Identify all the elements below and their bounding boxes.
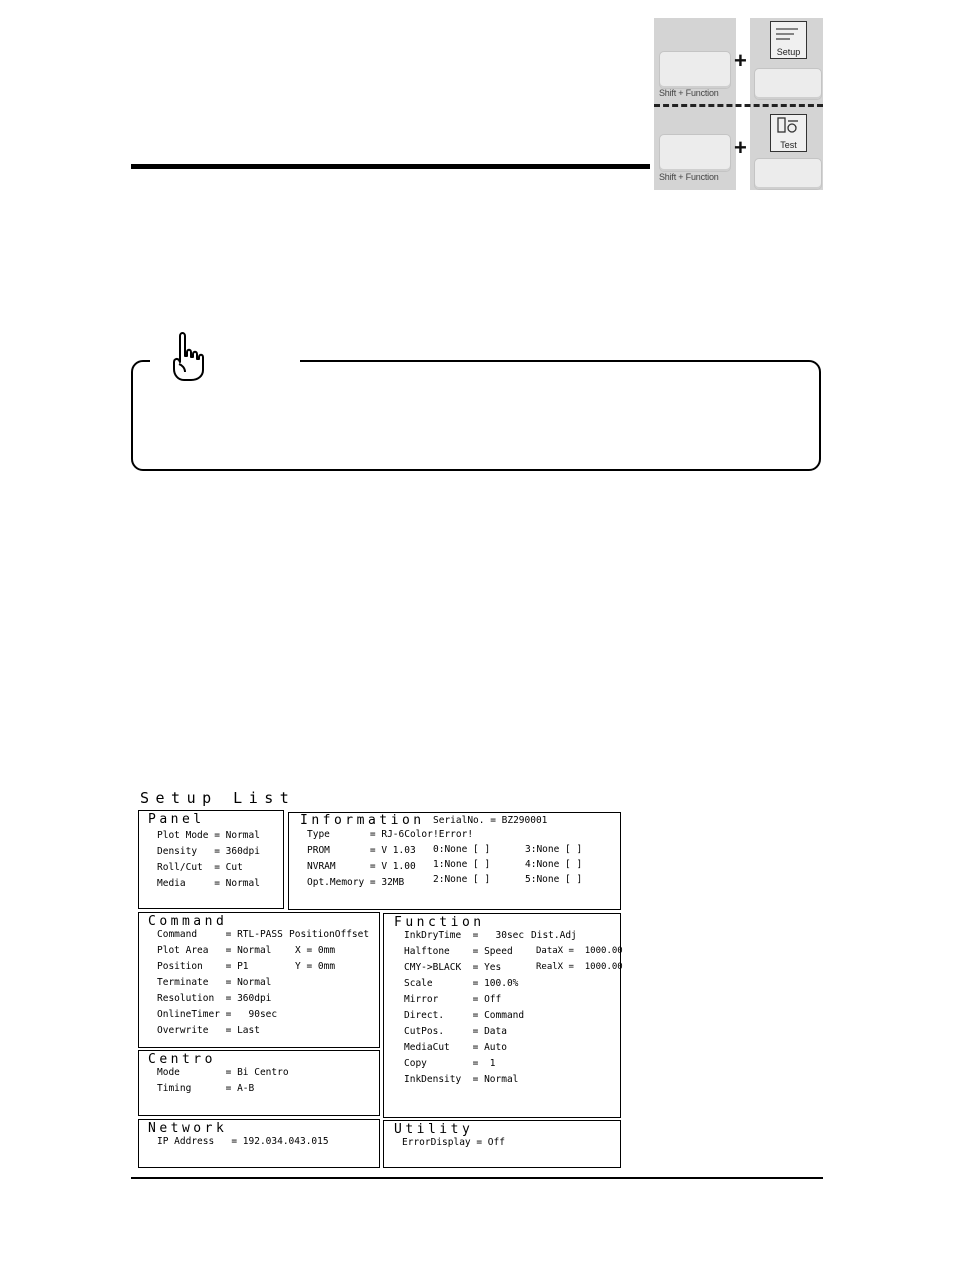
function-line: CutPos. = Data	[404, 1026, 507, 1037]
function-line: Mirror = Off	[404, 994, 502, 1005]
command-line: OnlineTimer = 90sec	[157, 1009, 278, 1020]
dist-adj-title: Dist.Adj	[531, 930, 577, 941]
command-line: Position = P1	[157, 961, 249, 972]
command-line: Overwrite = Last	[157, 1025, 260, 1036]
function-line: Direct. = Command	[404, 1010, 525, 1021]
utility-section	[383, 1120, 621, 1168]
key-combination-illustration	[654, 18, 823, 190]
network-title: Network	[148, 1121, 228, 1136]
position-offset-line: Y = 0mm	[295, 961, 336, 972]
centro-line: Timing = A-B	[157, 1083, 255, 1094]
shift-function-key-label: Shift + Function	[659, 88, 719, 98]
function-line: Copy = 1	[404, 1058, 496, 1069]
section-heading-rule	[131, 164, 650, 169]
centro-section	[138, 1050, 380, 1116]
information-line: Opt.Memory = 32MB	[307, 877, 405, 888]
command-line: Command = RTL-PASS	[157, 929, 283, 940]
panel-line: Plot Mode = Normal	[157, 830, 260, 841]
pointing-hand-icon	[166, 330, 210, 382]
shift-function-key	[659, 51, 731, 89]
command-title: Command	[148, 914, 228, 929]
panel-line: Media = Normal	[157, 878, 260, 889]
shift-function-key-label-2: Shift + Function	[659, 172, 719, 182]
dist-adj-line: RealX = 1000.00	[536, 962, 623, 972]
slot-status: 0:None [ ]	[433, 844, 491, 855]
information-line: PROM = V 1.03	[307, 845, 416, 856]
centro-line: Mode = Bi Centro	[157, 1067, 289, 1078]
divider-dashed	[654, 104, 823, 107]
function-line: InkDryTime = 30sec	[404, 930, 525, 941]
panel-title: Panel	[148, 812, 205, 827]
slot-status: 5:None [ ]	[525, 874, 583, 885]
error-label: !Error!	[433, 829, 474, 840]
slot-status: 2:None [ ]	[433, 874, 491, 885]
function-title: Function	[394, 915, 485, 930]
function-line: InkDensity = Normal	[404, 1074, 519, 1085]
slot-status: 4:None [ ]	[525, 859, 583, 870]
utility-line: ErrorDisplay = Off	[402, 1137, 505, 1148]
information-line: Type = RJ-6Color	[307, 829, 433, 840]
information-title: Information	[300, 813, 425, 828]
function-line: Scale = 100.0%	[404, 978, 519, 989]
slot-status: 1:None [ ]	[433, 859, 491, 870]
panel-line: Roll/Cut = Cut	[157, 862, 243, 873]
slot-status: 3:None [ ]	[525, 844, 583, 855]
command-line: Resolution = 360dpi	[157, 993, 272, 1004]
command-line: Plot Area = Normal	[157, 945, 272, 956]
network-line: IP Address = 192.034.043.015	[157, 1136, 329, 1147]
setup-icon	[770, 21, 807, 59]
command-section	[138, 912, 380, 1048]
note-box	[131, 360, 821, 471]
dist-adj-line: DataX = 1000.00	[536, 946, 623, 956]
information-line: NVRAM = V 1.00	[307, 861, 416, 872]
setup-list-title: Setup List	[140, 789, 296, 807]
setup-key	[754, 68, 822, 100]
panel-section	[138, 810, 284, 909]
centro-title: Centro	[148, 1052, 216, 1067]
information-section	[288, 812, 621, 910]
serial-number: SerialNo. = BZ290001	[433, 815, 548, 826]
panel-line: Density = 360dpi	[157, 846, 260, 857]
position-offset-line: X = 0mm	[295, 945, 336, 956]
function-line: MediaCut = Auto	[404, 1042, 507, 1053]
function-line: Halftone = Speed	[404, 946, 513, 957]
position-offset-title: PositionOffset	[289, 929, 370, 940]
command-line: Terminate = Normal	[157, 977, 272, 988]
network-section	[138, 1119, 380, 1168]
plus-sign-2: +	[734, 135, 747, 160]
utility-title: Utility	[394, 1122, 474, 1137]
shift-function-key-2	[659, 134, 731, 172]
plus-sign: +	[734, 48, 747, 73]
function-line: CMY->BLACK = Yes	[404, 962, 502, 973]
function-section	[383, 913, 621, 1118]
test-key	[754, 158, 822, 190]
test-icon-label: Test	[780, 140, 797, 150]
setup-icon-label: Setup	[776, 47, 801, 57]
test-icon	[770, 114, 807, 152]
page-footer-rule	[131, 1177, 823, 1179]
